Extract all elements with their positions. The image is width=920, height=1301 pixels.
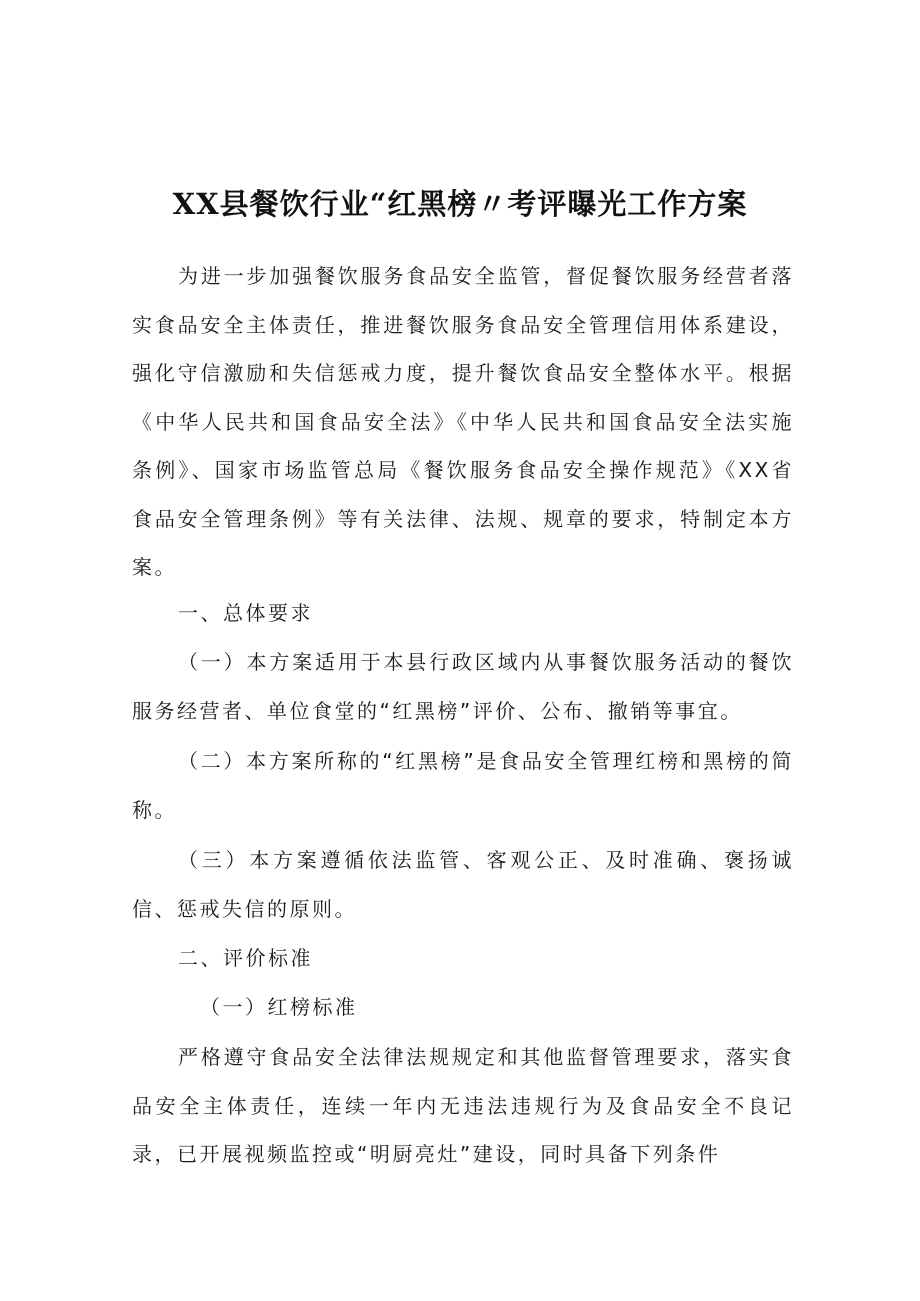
section1-item-scope: （一）本方案适用于本县行政区域内从事餐饮服务活动的餐饮服务经营者、单位食堂的“红黑榜”评价、公布、撤销等事宜。: [132, 650, 794, 723]
section-heading-general-requirements: 一、总体要求: [178, 601, 313, 625]
document-title: XX县餐饮行业“红黑榜〃考评曝光工作方案: [172, 187, 748, 221]
subsection-heading-red-list: （一）红榜标准: [200, 995, 358, 1019]
red-list-criteria-paragraph: 严格遵守食品安全法律法规规定和其他监督管理要求，落实食品安全主体责任，连续一年内无违法违规行为及食品安全不良记录，已开展视频监控或“明厨亮灶”建设，同时具备下列条件: [132, 1045, 794, 1166]
section1-item-definition: （二）本方案所称的“红黑榜”是食品安全管理红榜和黑榜的简称。: [132, 749, 794, 822]
intro-paragraph: 为进一步加强餐饮服务食品安全监管，督促餐饮服务经营者落实食品安全主体责任，推进餐饮服务食品安全管理信用体系建设，强化守信激励和失信惩戒力度，提升餐饮食品安全整体水平。根据《中华人民共和国食品安全法》《中华人民共和国食品安全法实施条例》、国家市场监管总局《餐饮服务食品安全操作规范》《XX省食品安全管理条例》等有关法律、法规、规章的要求，特制定本方案。: [132, 264, 794, 579]
section-heading-evaluation-standards: 二、评价标准: [178, 946, 313, 970]
section1-item-principles: （三）本方案遵循依法监管、客观公正、及时准确、褒扬诚信、惩戒失信的原则。: [132, 848, 794, 921]
